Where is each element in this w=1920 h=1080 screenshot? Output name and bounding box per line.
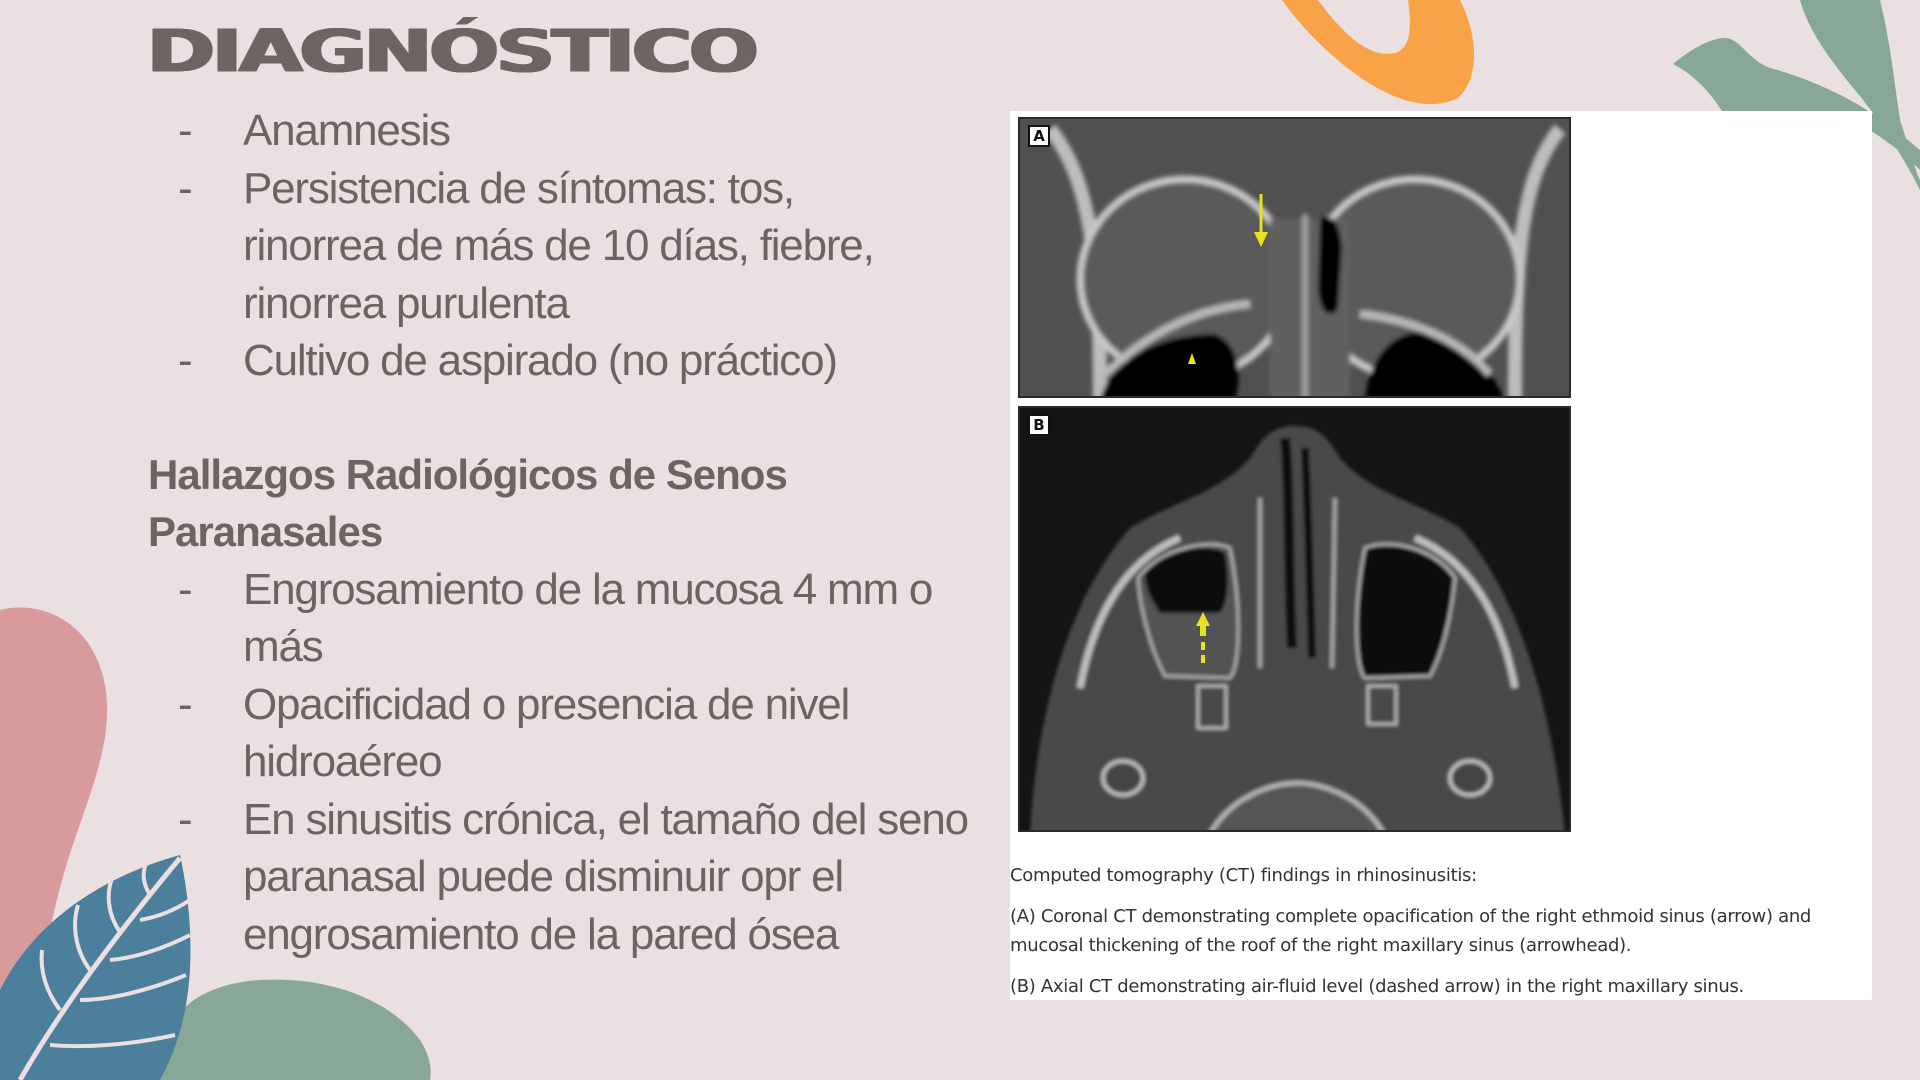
radiology-item	[148, 561, 968, 676]
diagnosis-list	[148, 102, 968, 390]
bullet-dash: -	[178, 336, 192, 385]
radiology-item	[148, 791, 978, 964]
diagnosis-item	[148, 332, 968, 390]
caption-title: Computed tomography (CT) findings in rhinosinusitis:	[1010, 865, 1477, 886]
bullet-dash: -	[178, 163, 192, 213]
panel-a-label: A	[1028, 125, 1050, 147]
slide-content	[148, 102, 968, 963]
coronal-ct-image	[1020, 119, 1571, 398]
figure-caption	[1010, 861, 1872, 1013]
diagnosis-item-text: Anamnesis	[243, 106, 450, 155]
caption-panel-a: (A) Coronal CT demonstrating complete opacification of the right ethmoid sinus (arrow) and mucosal thickening of the roof of the right maxillary sinus (arrowhead).	[1010, 906, 1812, 956]
radiology-item-text: En sinusitis crónica, el tamaño del seno paranasal puede disminuir opr el engrosamiento de la pared ósea	[243, 794, 968, 959]
ct-figure	[1010, 111, 1872, 1000]
bullet-dash: -	[178, 794, 192, 844]
radiology-heading: Hallazgos Radiológicos de Senos Paranasales	[148, 450, 787, 555]
axial-ct-image	[1020, 408, 1571, 832]
radiology-item	[148, 676, 908, 791]
diagnosis-item	[148, 160, 938, 333]
ct-panel-a-coronal	[1018, 117, 1571, 398]
radiology-item-text: Opacificidad o presencia de nivel hidroaéreo	[243, 679, 850, 786]
bullet-dash: -	[178, 564, 192, 614]
panel-b-label: B	[1028, 414, 1050, 436]
diagnosis-item-text: Persistencia de síntomas: tos, rinorrea de más de 10 días, fiebre, rinorrea purulenta	[243, 163, 874, 328]
slide-title: DIAGNÓSTICO	[146, 16, 755, 86]
diagnosis-item-text: Cultivo de aspirado (no práctico)	[243, 336, 837, 385]
caption-panel-b: (B) Axial CT demonstrating air-fluid level (dashed arrow) in the right maxillary sinus.	[1010, 976, 1744, 997]
bullet-dash: -	[178, 679, 192, 729]
radiology-item-text: Engrosamiento de la mucosa 4 mm o más	[243, 564, 933, 671]
ct-panel-b-axial	[1018, 406, 1571, 832]
radiology-list	[148, 561, 968, 964]
diagnosis-item	[148, 102, 968, 160]
bullet-dash: -	[178, 106, 192, 155]
